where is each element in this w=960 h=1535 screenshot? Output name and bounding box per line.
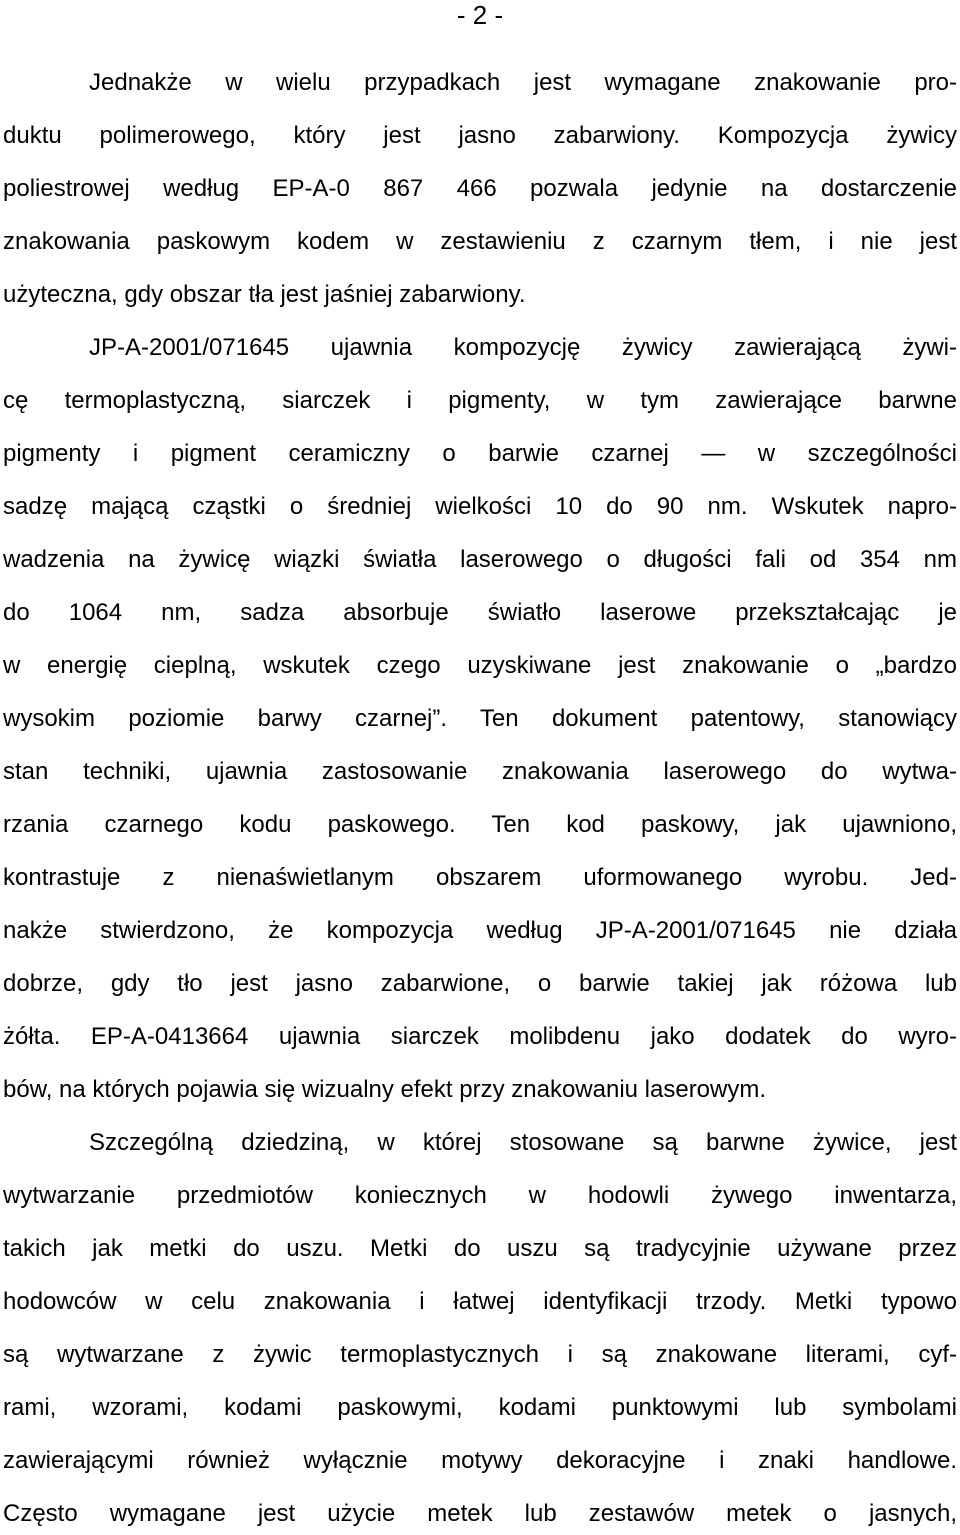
text-line: rzania czarnego kodu paskowego. Ten kod paskowy, jak ujawniono, [3,811,957,838]
text-line: duktu polimerowego, który jest jasno zabarwiony. Kompozycja żywicy [3,122,957,149]
text-line: dobrze, gdy tło jest jasno zabarwione, o barwie takiej jak różowa lub [3,970,957,997]
text-line: JP-A-2001/071645 ujawnia kompozycję żywicy zawierającą żywi- [89,334,957,361]
text-line: Jednakże w wielu przypadkach jest wymagane znakowanie pro- [89,69,957,96]
text-line: poliestrowej według EP-A-0 867 466 pozwala jedynie na dostarczenie [3,175,957,202]
text-line: bów, na których pojawia się wizualny efekt przy znakowaniu laserowym. [3,1076,767,1103]
text-line: pigmenty i pigment ceramiczny o barwie czarnej — w szczególności [3,440,957,467]
text-line: zawierającymi również wyłącznie motywy dekoracyjne i znaki handlowe. [3,1447,957,1474]
text-line: kontrastuje z nienaświetlanym obszarem uformowanego wyrobu. Jed- [3,864,957,891]
text-line: Często wymagane jest użycie metek lub zestawów metek o jasnych, [3,1500,957,1527]
text-line: rami, wzorami, kodami paskowymi, kodami punktowymi lub symbolami [3,1394,957,1421]
text-line: hodowców w celu znakowania i łatwej identyfikacji trzody. Metki typowo [3,1288,957,1315]
page-number: - 2 - [456,0,504,30]
text-line: wysokim poziomie barwy czarnej”. Ten dokument patentowy, stanowiący [3,705,957,732]
text-line: są wytwarzane z żywic termoplastycznych i są znakowane literami, cyf- [3,1341,957,1368]
text-line: użyteczna, gdy obszar tła jest jaśniej zabarwiony. [3,281,526,308]
text-line: znakowania paskowym kodem w zestawieniu z czarnym tłem, i nie jest [3,228,957,255]
text-line: żółta. EP-A-0413664 ujawnia siarczek molibdenu jako dodatek do wyro- [3,1023,957,1050]
text-line: wadzenia na żywicę wiązki światła laserowego o długości fali od 354 nm [3,546,957,573]
text-line: nakże stwierdzono, że kompozycja według JP-A-2001/071645 nie działa [3,917,957,944]
text-line: w energię cieplną, wskutek czego uzyskiwane jest znakowanie o „bardzo [3,652,957,679]
text-line: takich jak metki do uszu. Metki do uszu są tradycyjnie używane przez [3,1235,957,1262]
text-line: sadzę mającą cząstki o średniej wielkości 10 do 90 nm. Wskutek napro- [3,493,957,520]
text-line: do 1064 nm, sadza absorbuje światło laserowe przekształcając je [3,599,957,626]
text-line: stan techniki, ujawnia zastosowanie znakowania laserowego do wytwa- [3,758,957,785]
text-line: Szczególną dziedziną, w której stosowane są barwne żywice, jest [89,1129,957,1156]
text-line: cę termoplastyczną, siarczek i pigmenty, w tym zawierające barwne [3,387,957,414]
text-line: wytwarzanie przedmiotów koniecznych w hodowli żywego inwentarza, [3,1182,957,1209]
